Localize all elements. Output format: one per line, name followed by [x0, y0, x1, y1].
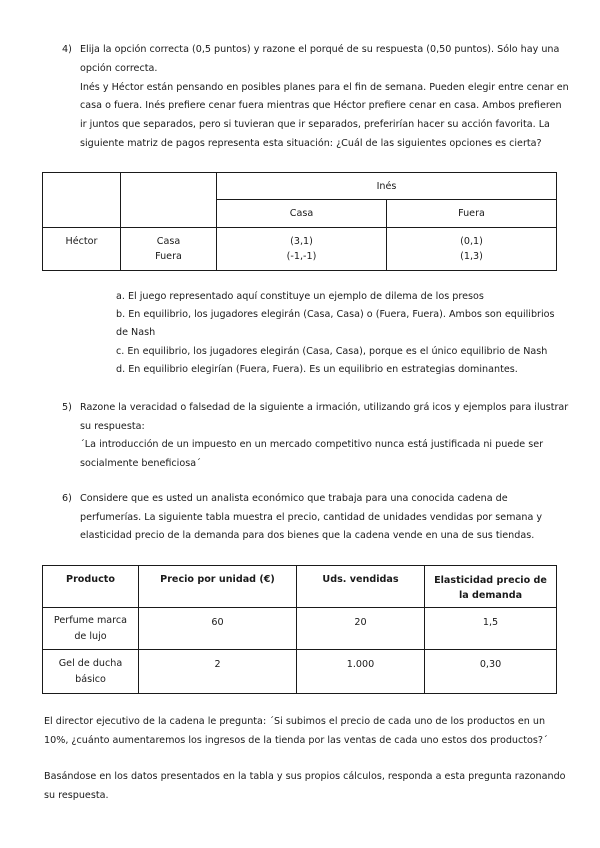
elasticity-cell: 1,5 [425, 608, 557, 650]
director-question-line: 10%, ¿cuánto aumentaremos los ingresos de la tienda por las ventas de cada uno estos dos productos?´ [44, 735, 548, 746]
final-instruction-line: su respuesta. [44, 790, 109, 801]
column-option-fuera: Fuera [387, 200, 557, 228]
q6-text-line: elasticidad precio de la demanda para dos bienes que la cadena vende en una de sus tiendas. [80, 530, 535, 541]
q5-text-line: Razone la veracidad o falsedad de la siguiente a irmación, utilizando grá icos y ejemplos para ilustrar [80, 402, 569, 413]
price-cell: 60 [139, 608, 297, 650]
payoff-casa-casa: (3,1) [290, 236, 313, 247]
q5-statement-line: ´La introducción de un impuesto en un mercado competitivo nunca está justificada ni puede ser [80, 439, 544, 450]
table-row [43, 608, 557, 650]
row-player-label: Héctor [43, 228, 121, 271]
header-producto: Producto [43, 566, 139, 608]
elasticity-cell: 0,30 [425, 650, 557, 694]
q4-text-line: siguiente matriz de pagos representa esta situación: ¿Cuál de las siguientes opciones es cierta? [80, 138, 542, 149]
q5-text-line: su respuesta: [80, 421, 145, 432]
payoffs-casa-column [217, 228, 387, 271]
price-cell: 2 [139, 650, 297, 694]
product-name-cell: Gel de ducha básico [43, 650, 139, 694]
q4-text-line: ir juntos que separados, pero si tuvieran que ir separados, preferirían hacer su acción favorita. La [80, 119, 550, 130]
question-6-number: 6) [62, 493, 72, 504]
column-option-casa: Casa [217, 200, 387, 228]
row-option-fuera: Fuera [155, 251, 182, 262]
units-cell: 20 [297, 608, 425, 650]
option-b: b. En equilibrio, los jugadores elegirán (Casa, Casa) o (Fuera, Fuera). Ambos son equilibrios [116, 309, 555, 320]
matrix-empty-cell [43, 173, 121, 228]
option-c: c. En equilibrio, los jugadores elegirán (Casa, Casa), porque es el único equilibrio de Nash [116, 346, 548, 357]
row-options-cell [121, 228, 217, 271]
header-unidades: Uds. vendidas [297, 566, 425, 608]
matrix-empty-cell [121, 173, 217, 228]
payoff-casa-fuera: (0,1) [460, 236, 483, 247]
units-cell: 1.000 [297, 650, 425, 694]
q6-text-line: Considere que es usted un analista económico que trabaja para una conocida cadena de [80, 493, 508, 504]
payoff-matrix [42, 172, 557, 271]
option-a: a. El juego representado aquí constituye un ejemplo de dilema de los presos [116, 291, 484, 302]
header-elasticidad: Elasticidad precio de la demanda [425, 566, 557, 608]
product-name-cell: Perfume marca de lujo [43, 608, 139, 650]
q6-text-line: perfumerías. La siguiente tabla muestra el precio, cantidad de unidades vendidas por semana y [80, 512, 543, 523]
option-d: d. En equilibrio elegirían (Fuera, Fuera). Es un equilibrio en estrategias dominantes. [116, 364, 518, 375]
q4-text-line: Inés y Héctor están pensando en posibles planes para el fin de semana. Pueden elegir entre cenar en [80, 82, 569, 93]
column-player-label: Inés [217, 173, 557, 200]
question-4-number: 4) [62, 44, 72, 55]
q5-statement-line: socialmente beneficiosa´ [80, 458, 201, 469]
q4-text-line: casa o fuera. Inés prefiere cenar fuera mientras que Héctor prefiere cenar en casa. Ambos prefieren [80, 100, 562, 111]
q4-text-line: opción correcta. [80, 63, 158, 74]
header-precio: Precio por unidad (€) [139, 566, 297, 608]
payoff-fuera-casa: (-1,-1) [286, 251, 317, 262]
payoff-fuera-fuera: (1,3) [460, 251, 483, 262]
row-option-casa: Casa [156, 236, 181, 247]
q4-text-line: Elija la opción correcta (0,5 puntos) y razone el porqué de su respuesta (0,50 puntos). Sólo hay una [80, 44, 560, 55]
director-question-line: El director ejecutivo de la cadena le pregunta: ´Si subimos el precio de cada uno de los productos en un [44, 716, 546, 727]
final-instruction-line: Basándose en los datos presentados en la tabla y sus propios cálculos, responda a esta pregunta razonando [44, 771, 566, 782]
question-5-number: 5) [62, 402, 72, 413]
payoffs-fuera-column [387, 228, 557, 271]
table-row [43, 650, 557, 694]
option-b-continued: de Nash [116, 327, 156, 338]
products-table [42, 565, 557, 694]
